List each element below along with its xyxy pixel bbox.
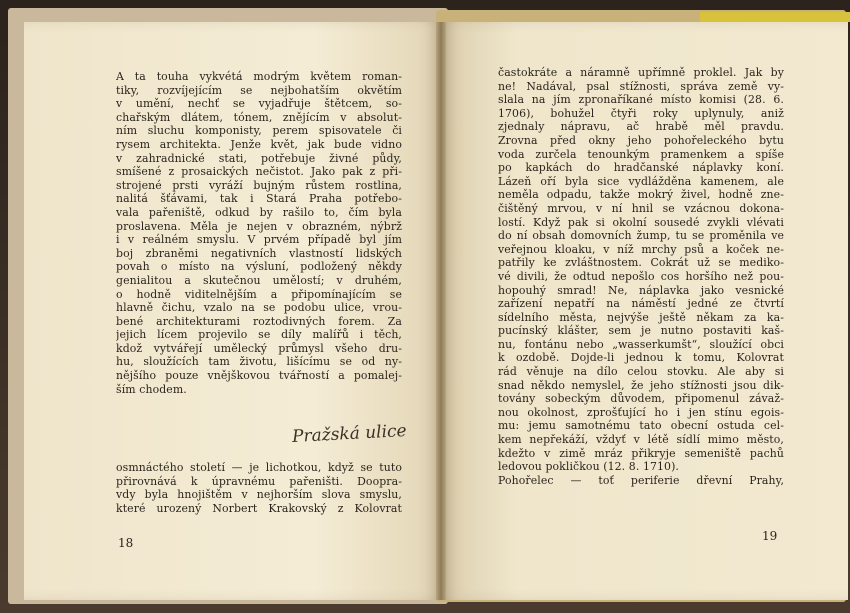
text-line: hopouhý smrad! Ne, náplavka jako vesnické	[498, 283, 784, 297]
text-line: vé divili, že odtud nepošlo cos horšího než pou-	[498, 269, 784, 283]
right-page-text	[498, 66, 784, 487]
text-line: továny sobeckým důvodem, připomenul závaž-	[498, 392, 784, 406]
text-line: neměla odpadu, takže mokrý živel, hodně zne-	[498, 188, 784, 202]
text-line: kdož vytvářejí umělecký průmysl všeho dru-	[116, 341, 402, 355]
section-heading-ornament: Pražská ulice	[291, 421, 408, 447]
book-gutter	[436, 22, 446, 600]
text-line: snad někdo nemyslel, že jeho stížnosti jsou dik-	[498, 378, 784, 392]
text-line: Pohořelec — toť periferie dřevní Prahy,	[498, 473, 784, 487]
text-line: tiky, rozvíjejícím se nejbohatším okvětím	[116, 83, 402, 97]
text-line: osmnáctého století — je lichotkou, když se tuto	[116, 461, 402, 474]
text-line: čištěný mrvou, v ní hnil se vzácnou dokona-	[498, 201, 784, 215]
text-line: vdy byla hnojištěm v nejhorším slova smyslu,	[116, 488, 402, 502]
text-line: kem nepřekáží, vždyť v létě sídlí mimo město,	[498, 433, 784, 447]
text-line: zařízení nepatří na náměstí jedné ze čtvrtí	[498, 297, 784, 311]
text-line: po kapkách do hradčanské náplavky koní.	[498, 161, 784, 175]
text-line: lostí. Když pak si okolní sousedé zvykli vlévati	[498, 215, 784, 229]
text-line: zjednaly nápravu, ač hrabě měl pravdu.	[498, 120, 784, 134]
text-line: veřejnou kloaku, v níž mrchy psů a koček ne-	[498, 242, 784, 256]
text-line: ledovou pokličkou (12. 8. 1710).	[498, 460, 679, 474]
page-edge	[700, 12, 850, 22]
text-line: Lázeň oří byla sice vydlážděna kamenem, ale	[498, 174, 784, 188]
text-line: smíšené z prosaických nečistot. Jako pak z při-	[116, 165, 402, 179]
text-line: které urozený Norbert Krakovský z Kolovrat	[116, 501, 402, 515]
text-line: proslavena. Měla je nejen v obrazném, nýbrž	[116, 219, 402, 233]
text-line: častokráte a náramně upřímně proklel. Jak by	[498, 66, 784, 79]
text-line: přirovnává k úpravnému pařeništi. Doopra-	[116, 474, 402, 488]
text-line: patřily ke zvláštnostem. Cokrát už se mediko-	[498, 256, 784, 270]
text-line: 1706), bohužel čtyři roky uplynuly, aniž	[498, 106, 784, 120]
text-line: nějšího pouze vnějškovou tvářností a pomalej-	[116, 369, 402, 383]
text-line: rysem architekta. Jenže květ, jak bude vidno	[116, 137, 402, 151]
text-line: v umění, nechť se vyjadřuje štětcem, so-	[116, 97, 402, 111]
text-line: i v reálném smyslu. V prvém případě byl jím	[116, 233, 402, 247]
text-line: rád věnuje na dílo celou stovku. Ale aby si	[498, 365, 784, 379]
text-line: boj zbraněmi negativních vlastností lidských	[116, 246, 402, 260]
text-line: sídelního města, nejvýše ještě někam za ka-	[498, 310, 784, 324]
text-line: kdežto v zimě mráz přikryje semeniště pachů	[498, 446, 784, 460]
text-line: hu, sloužících tam životu, lišícímu se od ny-	[116, 355, 402, 369]
text-line: strojené prsti vyráží bujným růstem rostlina,	[116, 178, 402, 192]
text-line: mu: jemu samotnému tato obecní ostuda cel-	[498, 419, 784, 433]
text-line: Zrovna před okny jeho pohořeleckého bytu	[498, 133, 784, 147]
text-line: genialitou a skutečnou umělostí; v druhém,	[116, 273, 402, 287]
text-line: pucínský klášter, sem je nutno postaviti kaš-	[498, 324, 784, 338]
text-line: nou okolnost, zprošťující ho i jen stínu egois-	[498, 405, 784, 419]
text-line: hlavně čichu, vzalo na se podobu ulice, vrou-	[116, 301, 402, 315]
text-line: A ta touha vykvétá modrým květem roman-	[116, 70, 402, 83]
text-line: nu, fontánu nebo „wasserkumšt“, sloužící obci	[498, 337, 784, 351]
text-line: jejich lícem projevilo se díly malířů i těch,	[116, 328, 402, 342]
text-line: o hodně viditelnějším a připomínajícím se	[116, 287, 402, 301]
text-line: bené architekturami roztodivných forem. Za	[116, 314, 402, 328]
left-page-text-bottom	[116, 461, 402, 515]
text-line: povah o místo na výsluní, podložený někdy	[116, 260, 402, 274]
text-line: nalitá šťávami, tak i Stará Praha potřebo-	[116, 192, 402, 206]
text-line: voda zurčela tenounkým pramenkem a spíše	[498, 147, 784, 161]
text-line: k ozdobě. Dojde-li jednou k tomu, Kolovrat	[498, 351, 784, 365]
text-line: v zahradnické stati, potřebuje živné půdy,	[116, 151, 402, 165]
text-line: slala na jím zpronaříkané místo komisi (28. 6.	[498, 93, 784, 107]
left-page-text-top	[116, 70, 402, 396]
page-number-left: 18	[118, 536, 134, 550]
text-line: vala pařeniště, odkud by rašilo to, čím byla	[116, 205, 402, 219]
text-line: chařským dlátem, tónem, znějícím v absolut-	[116, 110, 402, 124]
text-line: ním sluchu komponisty, perem spisovatele či	[116, 124, 402, 138]
text-line: ne! Nadával, psal stížnosti, správa země vy-	[498, 79, 784, 93]
text-line: ším chodem.	[116, 382, 187, 396]
text-line: do ní obsah domovních žump, tu se proměnila ve	[498, 229, 784, 243]
page-number-right: 19	[762, 529, 778, 543]
